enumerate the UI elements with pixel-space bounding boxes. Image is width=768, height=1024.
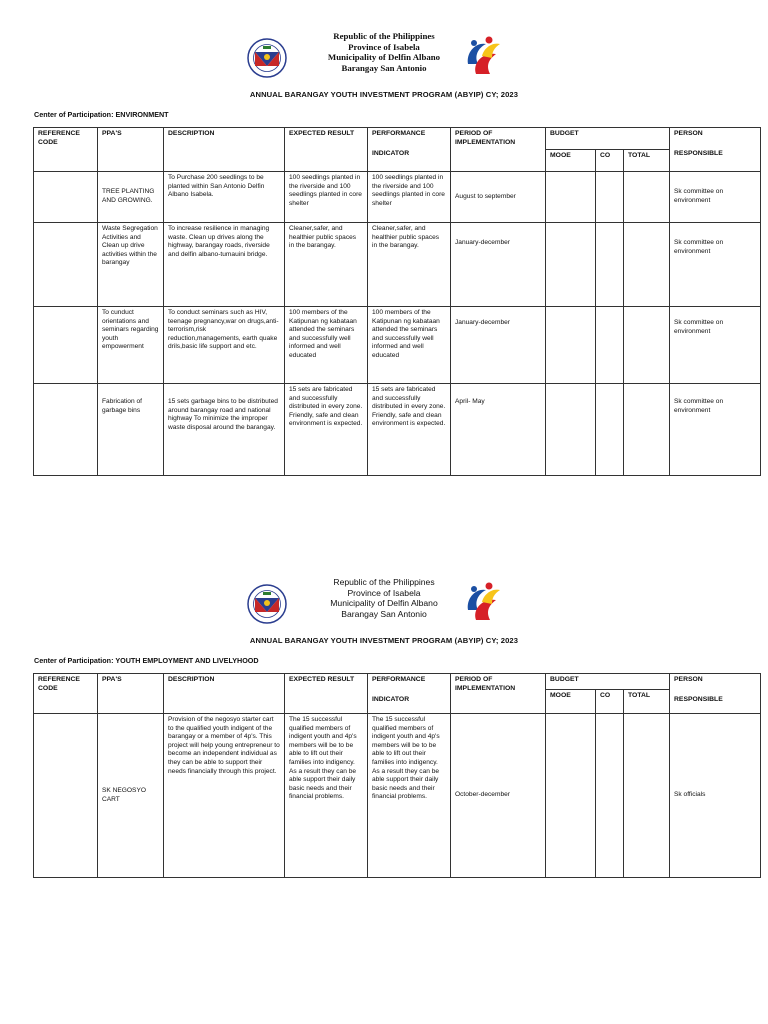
cell-total	[624, 307, 670, 384]
cell-person: Sk committee on environment	[670, 172, 761, 223]
cell-indicator: 15 sets are fabricated and successfully distributed in every zone. Friendly, safe and clean environment is expected.	[368, 384, 451, 476]
cell-ppa: To cunduct orientations and seminars regarding youth empowerment	[98, 307, 164, 384]
table-header-row	[34, 674, 761, 690]
cell-mooe	[546, 307, 596, 384]
col-co: CO	[596, 690, 624, 714]
cell-indicator: 100 seedlings planted in the riverside and 100 seedlings planted in core shelter	[368, 172, 451, 223]
letterhead-text	[300, 31, 468, 73]
col-ref-code: REFERENCE CODE	[34, 128, 98, 172]
cell-indicator: Cleaner,safer, and healthier public spaces in the barangay.	[368, 223, 451, 307]
program-title: ANNUAL BARANGAY YOUTH INVESTMENT PROGRAM (ABYIP) CY; 2023	[249, 90, 519, 99]
cell-ref-code	[34, 384, 98, 476]
cell-expected: Cleaner,safer, and healthier public spaces in the barangay.	[285, 223, 368, 307]
abyip-table	[33, 673, 761, 878]
col-person-line1: PERSON	[674, 130, 703, 137]
cell-person: Sk committee on environment	[670, 307, 761, 384]
cell-period: January-december	[451, 307, 546, 384]
sk-logo-icon	[462, 580, 504, 624]
letterhead	[0, 546, 768, 626]
cell-description: Provision of the negosyo starter cart to the qualified youth indigent of the barangay or a member of 4p's. This project will help young entrepreneur to become an independent individual as they can be able to support their needs financially through this project.	[164, 714, 285, 878]
col-description: DESCRIPTION	[164, 128, 285, 172]
table-row	[34, 384, 761, 476]
cell-co	[596, 307, 624, 384]
cell-co	[596, 714, 624, 878]
cell-ppa: Waste Segregation Activities and Clean up drive activities within the barangay	[98, 223, 164, 307]
header-line: Republic of the Philippines	[333, 577, 435, 587]
abyip-page-employment	[0, 546, 768, 803]
cell-mooe	[546, 384, 596, 476]
cell-mooe	[546, 714, 596, 878]
barangay-seal-icon	[242, 584, 292, 624]
table-row	[34, 172, 761, 223]
sk-logo-icon	[462, 34, 504, 78]
cell-expected: 100 seedlings planted in the riverside and 100 seedlings planted in core shelter	[285, 172, 368, 223]
cell-ref-code	[34, 223, 98, 307]
abyip-page-environment	[0, 0, 768, 431]
cell-description: To Purchase 200 seedlings to be planted within San Antonio Delfin Albano Isabela.	[164, 172, 285, 223]
table-header-row	[34, 128, 761, 150]
cell-expected: The 15 successful qualified members of indigent youth and 4p's members will be to be able to lift out their families into indigency. As a result they can be able support their daily basic needs and their financial problems.	[285, 714, 368, 878]
abyip-table	[33, 127, 761, 476]
header-line: Barangay San Antonio	[341, 608, 427, 619]
header-line: Province of Isabela	[347, 587, 421, 598]
cell-total	[624, 384, 670, 476]
cell-period: October-december	[451, 714, 546, 878]
col-description: DESCRIPTION	[164, 674, 285, 714]
cell-period: January-december	[451, 223, 546, 307]
cell-description: To increase resilience in managing waste. Clean up drives along the highway, barangay roads, riverside and delfin albano-tumauini bridge.	[164, 223, 285, 307]
cell-person: Sk officials	[670, 714, 761, 878]
barangay-seal-icon	[242, 38, 292, 78]
header-line: Municipality of Delfin Albano	[327, 52, 441, 62]
cell-ref-code	[34, 307, 98, 384]
col-expected-result: EXPECTED RESULT	[285, 128, 368, 172]
col-co: CO	[596, 150, 624, 172]
col-total: TOTAL	[624, 150, 670, 172]
cell-mooe	[546, 172, 596, 223]
letterhead	[0, 0, 768, 80]
col-budget: BUDGET	[546, 674, 670, 690]
center-of-participation: Center of Participation: ENVIRONMENT	[34, 110, 169, 119]
header-line: Republic of the Philippines	[333, 31, 435, 41]
table-row	[34, 307, 761, 384]
cell-expected: 100 members of the Katipunan ng kabataan attended the seminars and successfully well informed and well educated	[285, 307, 368, 384]
letterhead-text	[300, 577, 468, 619]
cell-ppa: TREE PLANTING AND GROWING.	[98, 172, 164, 223]
cell-co	[596, 223, 624, 307]
col-performance-line2: INDICATOR	[372, 149, 410, 157]
cell-ref-code	[34, 714, 98, 878]
col-person-line2: RESPONSIBLE	[674, 695, 723, 703]
col-person	[670, 674, 761, 714]
col-performance-line1: PERFORMANCE	[372, 676, 426, 683]
cell-expected: 15 sets are fabricated and successfully distributed in every zone. Friendly, safe and clean environment is expected.	[285, 384, 368, 476]
cell-person: Sk committee on environment	[670, 384, 761, 476]
col-period: PERIOD OF IMPLEMENTATION	[451, 674, 546, 714]
col-ppas: PPA'S	[98, 128, 164, 172]
header-line: Barangay San Antonio	[341, 62, 427, 73]
cell-mooe	[546, 223, 596, 307]
col-person-line2: RESPONSIBLE	[674, 149, 723, 157]
table-row	[34, 223, 761, 307]
col-expected-result: EXPECTED RESULT	[285, 674, 368, 714]
cell-description: 15 sets garbage bins to be distributed around barangay road and national highway To minimize the improper waste disposal around the barangay.	[164, 384, 285, 476]
cell-ref-code	[34, 172, 98, 223]
col-performance-line1: PERFORMANCE	[372, 130, 426, 137]
cell-total	[624, 714, 670, 878]
col-performance-line2: INDICATOR	[372, 695, 410, 703]
cell-period: April- May	[451, 384, 546, 476]
cell-indicator: The 15 successful qualified members of indigent youth and 4p's members will be to be able to lift out their families into indigency. As a result they can be able support their daily basic needs and their financial problems.	[368, 714, 451, 878]
col-mooe: MOOE	[546, 150, 596, 172]
col-ppas: PPA'S	[98, 674, 164, 714]
program-title: ANNUAL BARANGAY YOUTH INVESTMENT PROGRAM (ABYIP) CY; 2023	[249, 636, 519, 645]
cell-ppa: Fabrication of garbage bins	[98, 384, 164, 476]
col-ref-code: REFERENCE CODE	[34, 674, 98, 714]
table-row	[34, 714, 761, 878]
cell-ppa: SK NEGOSYO CART	[98, 714, 164, 878]
cell-period: August to september	[451, 172, 546, 223]
center-of-participation: Center of Participation: YOUTH EMPLOYMENT AND LIVELYHOOD	[34, 656, 259, 665]
col-person-line1: PERSON	[674, 676, 703, 683]
cell-description: To conduct seminars such as HIV, teenage pregnancy,war on drugs,anti-terrorism,risk reduction,managements, earth quake drils,basic life support and etc.	[164, 307, 285, 384]
cell-co	[596, 172, 624, 223]
header-line: Province of Isabela	[348, 41, 420, 52]
header-line: Municipality of Delfin Albano	[330, 598, 438, 608]
cell-person: Sk committee on environment	[670, 223, 761, 307]
col-total: TOTAL	[624, 690, 670, 714]
col-performance	[368, 674, 451, 714]
col-budget: BUDGET	[546, 128, 670, 150]
col-person	[670, 128, 761, 172]
col-performance	[368, 128, 451, 172]
cell-total	[624, 172, 670, 223]
col-period: PERIOD OF IMPLEMENTATION	[451, 128, 546, 172]
col-mooe: MOOE	[546, 690, 596, 714]
cell-co	[596, 384, 624, 476]
cell-total	[624, 223, 670, 307]
cell-indicator: 100 members of the Katipunan ng kabataan attended the seminars and successfully well informed and well educated	[368, 307, 451, 384]
